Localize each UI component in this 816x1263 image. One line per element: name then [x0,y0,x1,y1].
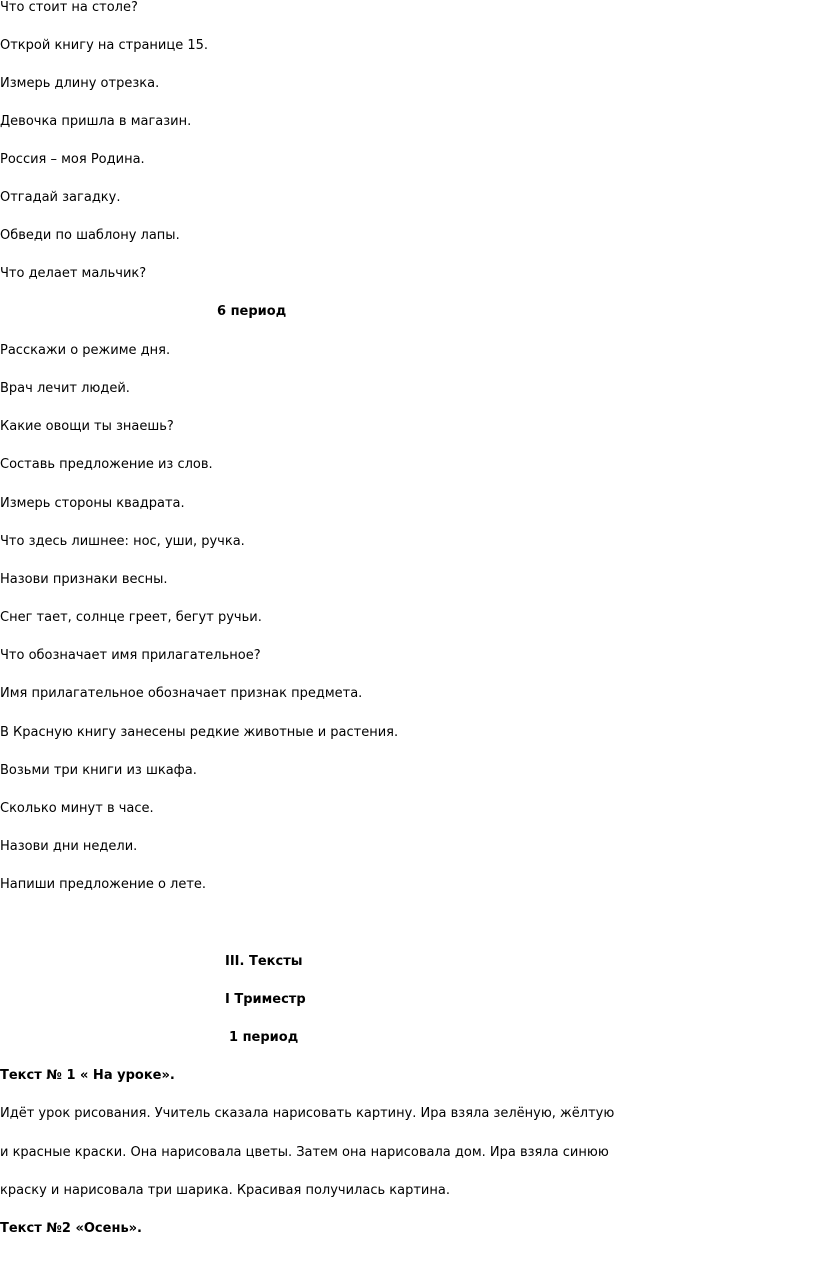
sentence: Напиши предложение о лете. [0,877,207,892]
sentence: Сколько минут в часе. [0,801,154,816]
sentence: Назови дни недели. [0,839,138,854]
sentence: Измерь стороны квадрата. [0,496,185,511]
sentence: Измерь длину отрезка. [0,76,160,91]
section-heading: III. Тексты [225,954,303,969]
sentence: Обведи по шаблону лапы. [0,228,180,243]
text-title: Текст №2 «Осень». [0,1221,142,1236]
sentence: Девочка пришла в магазин. [0,114,192,129]
sentence: Составь предложение из слов. [0,457,213,472]
sentence: Что здесь лишнее: нос, уши, ручка. [0,534,245,549]
period-heading: 6 период [217,304,287,319]
sentence: Отгадай загадку. [0,190,121,205]
sentence: Что стоит на столе? [0,0,138,15]
text-title: Текст № 1 « На уроке». [0,1068,175,1083]
sentence: Что обозначает имя прилагательное? [0,648,261,663]
trimester-heading: I Триместр [225,992,306,1007]
sentence: Возьми три книги из шкафа. [0,763,197,778]
sentence: Россия – моя Родина. [0,152,145,167]
text-paragraph-line: Идёт урок рисования. Учитель сказала нарисовать картину. Ира взяла зелёную, жёлтую [0,1106,615,1121]
sentence: Открой книгу на странице 15. [0,38,209,53]
text-paragraph-line: и красные краски. Она нарисовала цветы. Затем она нарисовала дом. Ира взяла синюю [0,1145,609,1160]
sentence: Какие овощи ты знаешь? [0,419,174,434]
sentence: Что делает мальчик? [0,266,147,281]
period-heading: 1 период [229,1030,299,1045]
sentence: Снег тает, солнце греет, бегут ручьи. [0,610,262,625]
sentence: Врач лечит людей. [0,381,130,396]
sentence: Назови признаки весны. [0,572,168,587]
sentence: Расскажи о режиме дня. [0,343,171,358]
sentence: Имя прилагательное обозначает признак предмета. [0,686,363,701]
sentence: В Красную книгу занесены редкие животные и растения. [0,725,399,740]
text-paragraph-line: краску и нарисовала три шарика. Красивая получилась картина. [0,1183,450,1198]
